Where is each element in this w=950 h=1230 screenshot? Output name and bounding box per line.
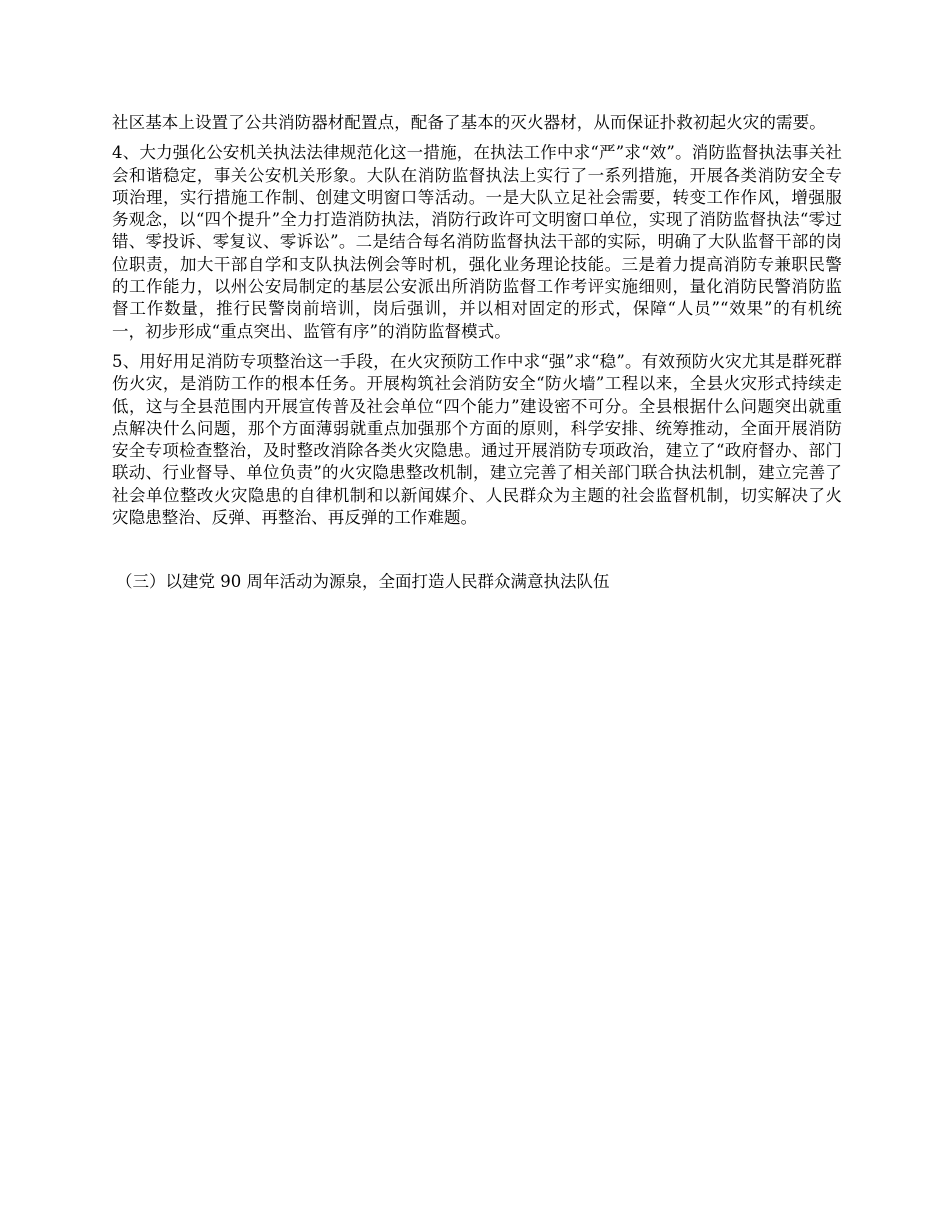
paragraph-item-4: 4、大力强化公安机关执法法律规范化这一措施，在执法工作中求“严”求“效”。消防监督执法事关社会和谐稳定，事关公安机关形象。大队在消防监督执法上实行了一系列措施，开展各类消防安全专项治理，实行措施工作制、创建文明窗口等活动。一是大队立足社会需要，转变工作作风，增强服务观念，以“四个提升”全力打造消防执法，消防行政许可文明窗口单位，实现了消防监督执法“零过错、零投诉、零复议、零诉讼”。二是结合每名消防监督执法干部的实际，明确了大队监督干部的岗位职责，加大干部自学和支队执法例会等时机，强化业务理论技能。三是着力提高消防专兼职民警的工作能力，以州公安局制定的基层公安派出所消防监督工作考评实施细则，量化消防民警消防监督工作数量，推行民警岗前培训，岗后强训，并以相对固定的形式，保障“人员”“效果”的有机统一，初步形成“重点突出、监管有序”的消防监督模式。 — [112, 143, 842, 341]
section-heading: （三）以建党 90 周年活动为源泉，全面打造人民群众满意执法队伍 — [116, 572, 610, 592]
document-page — [112, 112, 842, 593]
section-spacer — [112, 529, 842, 571]
paragraph-item-5: 5、用好用足消防专项整治这一手段，在火灾预防工作中求“强”求“稳”。有效预防火灾尤其是群死群伤火灾，是消防工作的根本任务。开展构筑社会消防安全“防火墙”工程以来，全县火灾形式持续走低，这与全县范围内开展宣传普及社会单位“四个能力”建设密不可分。全县根据什么问题突出就重点解决什么问题，那个方面薄弱就重点加强那个方面的原则，科学安排、统筹推动，全面开展消防安全专项检查整治，及时整改消除各类火灾隐患。通过开展消防专项政治，建立了“政府督办、部门联动、行业督导、单位负责”的火灾隐患整改机制，建立完善了相关部门联合执法机制，建立完善了社会单位整改火灾隐患的自律机制和以新闻媒介、人民群众为主题的社会监督机制，切实解决了火灾隐患整治、反弹、再整治、再反弹的工作难题。 — [112, 351, 842, 528]
paragraph-community-equipment: 社区基本上设置了公共消防器材配置点，配备了基本的灭火器材，从而保证扑救初起火灾的需要。 — [112, 113, 826, 132]
paragraph-spacer — [112, 343, 842, 351]
paragraph-spacer — [112, 134, 842, 142]
